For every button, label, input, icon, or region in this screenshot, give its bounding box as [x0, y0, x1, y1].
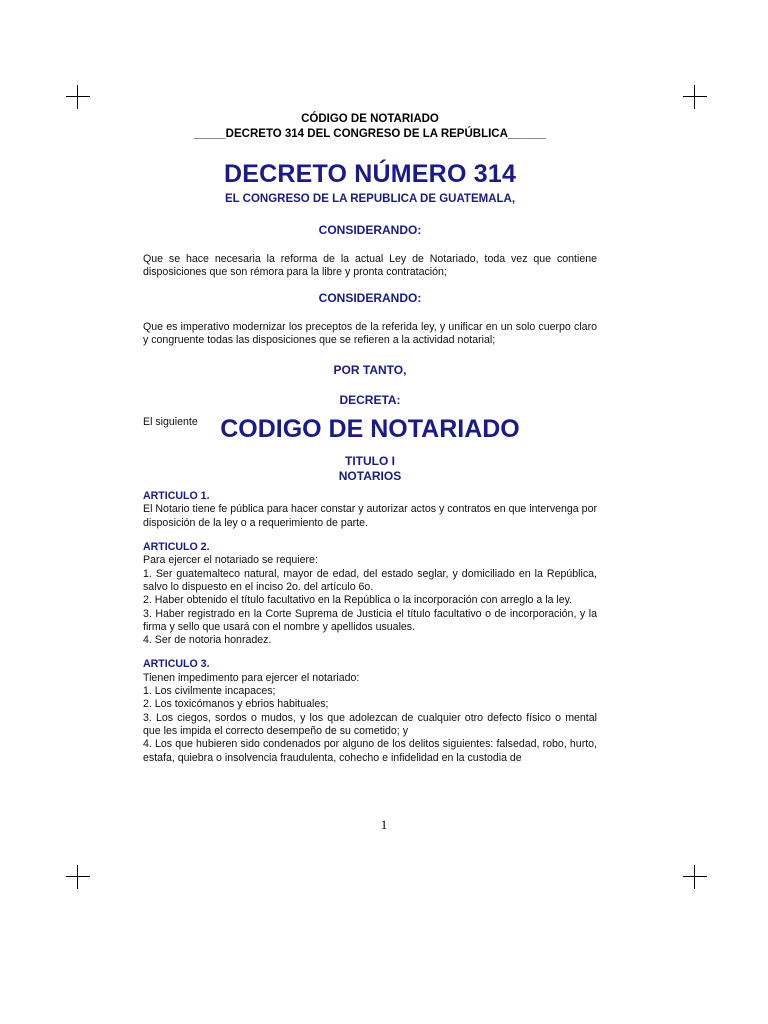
considerando-text-1: Que se hace necesaria la reforma de la actual Ley de Notariado, toda vez que contiene disposiciones que son rémora para la libre y pronta contratación; [143, 253, 597, 279]
document-page [143, 112, 597, 765]
article-heading: ARTICULO 3. [143, 658, 210, 671]
article-line: 3. Los ciegos, sordos o mudos, y los que adolezcan de cualquier otro defecto físico o mental que les impida el correcto desempeño de su cometido; y [143, 711, 597, 737]
page-number: 1 [380, 817, 388, 832]
article-line: 2. Haber obtenido el título facultativo en la República o la incorporación con arreglo a la ley. [143, 594, 573, 607]
header-decree-line: _____DECRETO 314 DEL CONGRESO DE LA REPÚBLICA______ [193, 128, 547, 140]
codigo-title-row [143, 410, 597, 446]
codigo-title: CODIGO DE NOTARIADO [220, 415, 520, 444]
congress-subtitle: EL CONGRESO DE LA REPUBLICA DE GUATEMALA, [224, 193, 516, 205]
titulo-name: NOTARIOS [338, 469, 402, 484]
article-line: Para ejercer el notariado se requiere: [143, 554, 318, 567]
crop-mark-bottom-left [66, 865, 90, 889]
article-line: 4. Los que hubieren sido condenados por alguno de los delitos siguientes: falsedad, robo, hurto, estafa, quiebra o insolvencia fraudulenta, cohecho e infidelidad en la custodia de [143, 738, 597, 764]
article-line: 1. Ser guatemalteco natural, mayor de edad, del estado seglar, y domiciliado en la República, salvo lo dispuesto en el inciso 2o. del artículo 6o. [143, 567, 597, 593]
decreta-heading: DECRETA: [339, 393, 401, 408]
decree-title: DECRETO NÚMERO 314 [223, 160, 517, 188]
crop-mark-top-right [683, 85, 707, 109]
considerando-text-2: Que es imperativo modernizar los preceptos de la referida ley, y unificar en un solo cuerpo claro y congruente todas las disposiciones que se refieren a la actividad notarial; [143, 320, 597, 346]
considerando-heading-2: CONSIDERANDO: [318, 290, 422, 305]
crop-mark-bottom-right [683, 865, 707, 889]
crop-mark-top-left [66, 85, 90, 109]
article-heading: ARTICULO 2. [143, 541, 210, 554]
article-line: Tienen impedimento para ejercer el notariado: [143, 671, 360, 684]
por-tanto-heading: POR TANTO, [333, 363, 407, 378]
article-line: 2. Los toxicómanos y ebrios habituales; [143, 698, 329, 711]
article-heading: ARTICULO 1. [143, 490, 210, 503]
considerando-heading-1: CONSIDERANDO: [318, 223, 422, 237]
article-line: 4. Ser de notoria honradez. [143, 634, 272, 647]
el-siguiente-text: El siguiente [143, 416, 198, 429]
article-line: El Notario tiene fe pública para hacer constar y autorizar actos y contratos en que intervenga por disposición de la ley o a requerimiento de parte. [143, 503, 597, 529]
header-code-title: CÓDIGO DE NOTARIADO [301, 113, 439, 125]
titulo-heading: TITULO I [345, 454, 395, 469]
article-line: 1. Los civilmente incapaces; [143, 685, 276, 698]
article-line: 3. Haber registrado en la Corte Suprema de Justicia el título facultativo o de incorporación, y la firma y sello que usará con el nombre y apellidos usuales. [143, 607, 597, 633]
